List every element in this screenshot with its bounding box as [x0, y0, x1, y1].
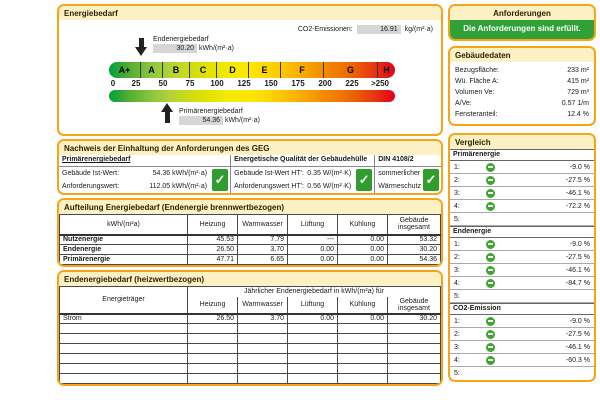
sub-header: Gebäude insgesamt: [388, 297, 441, 314]
list-item: 1: -9.0 %: [450, 161, 594, 174]
energiebedarf-body: [59, 20, 441, 134]
col-header: Heizung: [188, 215, 238, 235]
sub-header: Heizung: [188, 297, 238, 314]
value: 54.36 kWh/(m²·a): [152, 170, 208, 177]
heizwert-title: Endenergiebedarf (heizwertbezogen): [59, 272, 441, 286]
anforderungen-panel: [448, 4, 596, 41]
check-icon: ✓: [212, 169, 228, 191]
geg-huelle-header: Energetische Qualität der Gebäudehülle: [231, 155, 374, 167]
value: 112.05 kWh/(m²·a): [149, 183, 208, 190]
co2-emissions-row: [59, 20, 441, 34]
tick-0: 0: [110, 79, 116, 88]
minus-badge-icon: [486, 253, 495, 262]
list-item: 2: -27.5 %: [450, 328, 594, 341]
section-header-co2-emission: CO2-Emission: [450, 303, 594, 315]
class-a-plus: A+: [109, 62, 141, 78]
class-h: H: [383, 65, 390, 75]
aufteilung-header-row: [60, 215, 441, 235]
vergleich-title: Vergleich: [450, 135, 594, 149]
label: Anforderungswert HT':: [234, 183, 304, 190]
energietraeger-header: Energieträger: [60, 287, 188, 314]
list-item: 5:: [450, 213, 594, 226]
minus-badge-icon: [486, 330, 495, 339]
class-c: C: [190, 62, 217, 78]
geg-panel: [57, 139, 443, 195]
col-header: Lüftung: [288, 215, 338, 235]
gradient-bar: [109, 90, 395, 102]
geg-primaer-header: Primärenergiebedarf: [59, 155, 230, 167]
co2-unit: kg/(m²·a): [404, 26, 433, 33]
list-item: Bezugsfläche: 233 m²: [455, 67, 589, 74]
primaerenergie-value: 54.36: [179, 116, 223, 125]
geg-huelle-anforderung-row: [231, 180, 354, 193]
endenergie-marker-label-block: [153, 36, 234, 53]
tick-200: 200: [318, 79, 332, 88]
tick-75: 75: [185, 79, 195, 88]
col-header: kWh/(m²a): [60, 215, 188, 235]
label: Gebäude Ist-Wert:: [62, 170, 120, 177]
sidebar: [448, 4, 596, 385]
col-header: Kühlung: [338, 215, 388, 235]
label: Gebäude Ist-Wert HT':: [234, 170, 304, 177]
geg-din-line1: sommerlicher: [378, 170, 421, 177]
minus-badge-icon: [486, 202, 495, 211]
tick-100: 100: [210, 79, 224, 88]
tick-50: 50: [158, 79, 168, 88]
section-header-endenergie: Endenergie: [450, 226, 594, 238]
geg-primaer-anforderung-row: [59, 180, 210, 193]
check-icon: ✓: [423, 169, 439, 191]
minus-badge-icon: [486, 240, 495, 249]
empty-row: [60, 334, 441, 344]
list-item: 2: -27.5 %: [450, 251, 594, 264]
list-item: 3: -46.1 %: [450, 264, 594, 277]
minus-badge-icon: [486, 163, 495, 172]
aufteilung-panel: [57, 198, 443, 267]
class-a: A: [141, 62, 163, 78]
minus-badge-icon: [486, 266, 495, 275]
list-item: 2: -27.5 %: [450, 174, 594, 187]
status-badge: Die Anforderungen sind erfüllt.: [450, 20, 594, 39]
geg-primaer-istwert-row: [59, 167, 210, 180]
geg-title: Nachweis der Einhaltung der Anforderungen des GEG: [59, 141, 441, 155]
list-item: 4: -72.2 %: [450, 200, 594, 213]
list-item: 1: -9.0 %: [450, 238, 594, 251]
value: 0.56 W/(m²·K): [307, 183, 352, 190]
minus-badge-icon: [486, 343, 495, 352]
gebaeudedaten-panel: [448, 46, 596, 126]
minus-badge-icon: [486, 279, 495, 288]
energiebedarf-title: Energiebedarf: [59, 6, 441, 20]
table-row-strom: Strom 26.50 3.70 0.00 0.00 30.20: [60, 314, 441, 324]
tick-175: 175: [291, 79, 305, 88]
heizwert-table: [59, 286, 441, 384]
tick-250: >250: [370, 79, 390, 88]
col-header: Gebäude insgesamt: [388, 215, 441, 235]
energy-scale: [109, 36, 395, 134]
class-g: G: [324, 62, 378, 78]
geg-primaerenergie-column: [59, 155, 231, 193]
list-item: 3: -46.1 %: [450, 341, 594, 354]
geg-din-header: DIN 4108/2: [375, 155, 441, 167]
gebaeudedaten-title: Gebäudedaten: [450, 48, 594, 62]
empty-row: [60, 344, 441, 354]
vergleich-panel: [448, 133, 596, 382]
primaerenergie-marker-label-block: [179, 108, 260, 125]
arrow-down-icon: [135, 38, 148, 56]
list-item: 3: -46.1 %: [450, 187, 594, 200]
geg-body: [59, 155, 441, 193]
sub-header: Kühlung: [338, 297, 388, 314]
list-item: 4: -60.3 %: [450, 354, 594, 367]
table-row-nutzenergie: Nutzenergie 45.53 7.79 --- 0.00 53.32: [60, 235, 441, 245]
minus-badge-icon: [486, 189, 495, 198]
geg-din-column: [375, 155, 441, 193]
empty-row: [60, 324, 441, 334]
list-item: A/Ve: 0.57 1/m: [455, 100, 589, 107]
main-column: [57, 4, 443, 389]
arrow-up-icon: [161, 103, 174, 123]
class-f: F: [281, 62, 324, 78]
geg-din-line2: Wärmeschutz: [378, 183, 421, 190]
sub-header: Lüftung: [288, 297, 338, 314]
list-item: 4: -84.7 %: [450, 277, 594, 290]
minus-badge-icon: [486, 317, 495, 326]
empty-row: [60, 374, 441, 384]
list-item: 5:: [454, 370, 460, 377]
label: Anforderungswert:: [62, 183, 120, 190]
endenergie-value: 30.20: [153, 44, 197, 53]
geg-gebaeudehuelle-column: [231, 155, 375, 193]
endenergie-unit: kWh/(m²·a): [198, 45, 234, 52]
span-header: Jährlicher Endenergiebedarf in kWh/(m²a) für: [188, 287, 441, 297]
efficiency-class-band: [109, 62, 395, 78]
scale-ticks: [109, 78, 395, 89]
tick-125: 125: [237, 79, 251, 88]
list-item: Fensteranteil: 12.4 %: [455, 111, 589, 118]
list-item: Wü. Fläche A: 415 m²: [455, 78, 589, 85]
sub-header: Warmwasser: [238, 297, 288, 314]
endenergie-label: Endenergiebedarf: [153, 36, 209, 43]
value: 0.35 W/(m²·K): [307, 170, 352, 177]
primaerenergie-marker: [109, 102, 395, 134]
class-e: E: [249, 62, 281, 78]
minus-badge-icon: [486, 356, 495, 365]
aufteilung-title: Aufteilung Energiebedarf (Endenergie brennwertbezogen): [59, 200, 441, 214]
co2-label: CO2-Emissionen:: [297, 26, 353, 33]
primaerenergie-unit: kWh/(m²·a): [224, 117, 260, 124]
tick-25: 25: [131, 79, 141, 88]
primaerenergie-label: Primärenergiebedarf: [179, 108, 243, 115]
list-item: 1: -9.0 %: [450, 315, 594, 328]
co2-value: 16.91: [357, 25, 401, 34]
tick-150: 150: [264, 79, 278, 88]
class-b: B: [163, 62, 190, 78]
empty-row: [60, 354, 441, 364]
anforderungen-title: Anforderungen: [450, 6, 594, 20]
list-item: 5:: [450, 290, 594, 303]
endenergie-marker: [109, 36, 395, 62]
aufteilung-table: [59, 214, 441, 265]
geg-huelle-istwert-row: [231, 167, 354, 180]
section-header-primaerenergie: Primärenergie: [450, 149, 594, 161]
energiebedarf-panel: [57, 4, 443, 136]
table-row-primaerenergie: Primärenergie 47.71 6.65 0.00 0.00 54.36: [60, 255, 441, 265]
list-item: Volumen Ve: 729 m³: [455, 89, 589, 96]
minus-badge-icon: [486, 176, 495, 185]
check-icon: ✓: [356, 169, 372, 191]
tick-225: 225: [345, 79, 359, 88]
empty-row: [60, 364, 441, 374]
col-header: Warmwasser: [238, 215, 288, 235]
heizwert-panel: [57, 270, 443, 386]
class-d: D: [217, 62, 249, 78]
table-row-endenergie: Endenergie 26.50 3.70 0.00 0.00 30.20: [60, 245, 441, 255]
